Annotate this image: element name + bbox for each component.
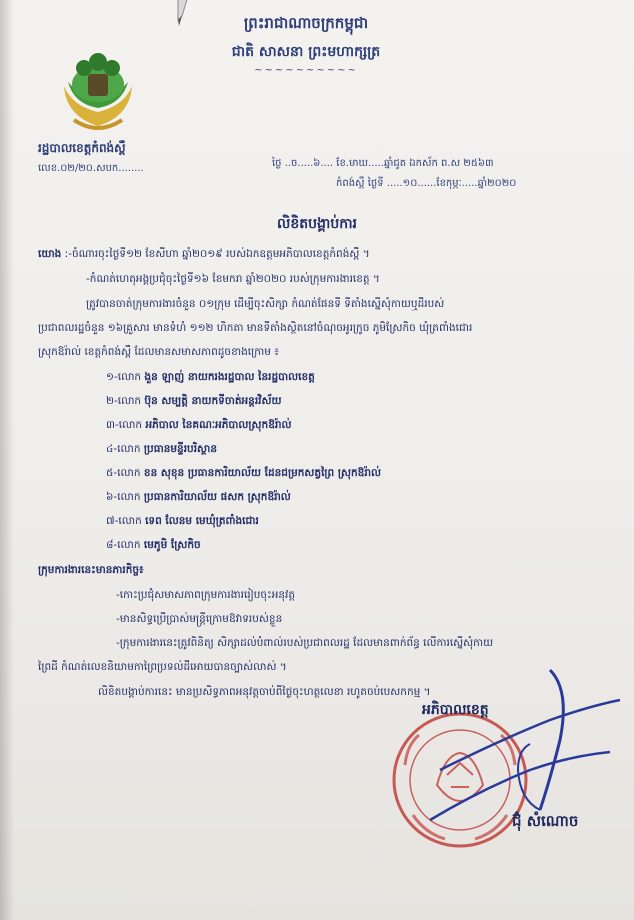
member-number: ៦-លោក bbox=[106, 491, 141, 503]
duties-heading: ក្រុមការងារនេះមានភារកិច្ច៖ bbox=[38, 564, 144, 576]
member-item bbox=[106, 419, 292, 434]
document-title: លិខិតបង្គាប់ការ bbox=[277, 216, 357, 232]
provincial-emblem-icon bbox=[54, 46, 142, 132]
duty-item: -កោះប្រជុំសមាសភាពក្រុមការងាររៀបចុះអនុវត្ត bbox=[116, 589, 296, 601]
motto-ornament: ~~~~~~~~~~ bbox=[254, 65, 358, 76]
solar-date: កំពង់ស្ពឺ ថ្ងៃទី .....១០......ខែកុម្ភៈ.....ឆ្នាំ២០២០ bbox=[336, 178, 517, 189]
member-item bbox=[106, 515, 259, 530]
member-item bbox=[106, 467, 381, 482]
signatory-title: អភិបាលខេត្ត bbox=[422, 702, 489, 718]
closing-statement: លិខិតបង្គាប់ការនេះ មានប្រសិទ្ធភាពអនុវត្តចាប់ពីថ្ងៃចុះហត្ថលេខា រហូតចប់បេសកកម្ម ។ bbox=[98, 686, 431, 698]
paragraph-line-2: ប្រជាពលរដ្ឋចំនួន ១៦គ្រួសារ មានទំហំ ១១២ ហិកតា មានទីតាំងស្ថិតនៅចំណុចអូរក្រូច ភូមិស្រែកិច ឃុំត្រពាំងជោរ bbox=[38, 322, 473, 334]
kingdom-header bbox=[206, 14, 406, 76]
member-number: ៥-លោក bbox=[106, 467, 141, 479]
document-number: លេខ.០២/២០.សបក........ bbox=[38, 163, 144, 174]
member-item bbox=[106, 491, 291, 506]
member-item bbox=[106, 395, 282, 410]
member-text: ងួន ឡាញ់ នាយករងរដ្ឋបាល នៃរដ្ឋបាលខេត្ត bbox=[144, 371, 315, 383]
member-item bbox=[106, 539, 201, 554]
member-text: ប្រធានមន្ទីរបរិស្ថាន bbox=[143, 443, 218, 455]
member-text: ខន សុខុន ប្រធានការិយាល័យ ដែនជម្រកសត្វព្រៃ ស្រុកឱរ៉ាល់ bbox=[143, 467, 381, 479]
member-number: ៧-លោក bbox=[106, 515, 142, 527]
member-item bbox=[106, 443, 217, 458]
member-item bbox=[106, 371, 315, 386]
duty-item: -ក្រុមការងារនេះត្រូវពិនិត្យ សិក្សាដល់បំពាល់របស់ប្រជាពលរដ្ឋ ដែលមានពាក់ព័ន្ធ លើការស្នើសុំកាយ bbox=[116, 637, 494, 649]
reference-label: យោង bbox=[38, 248, 62, 260]
member-number: ៤-លោក bbox=[106, 443, 141, 455]
member-number: ១-លោក bbox=[106, 371, 142, 383]
duty-item: -មានសិទ្ធប្រើប្រាស់មន្ត្រីក្រោមឱវាទរបស់ខ្លួន bbox=[116, 613, 283, 625]
duty-item-continuation: ព្រៃដី កំណត់លេខនិយាមកាព្រៃប្រទល់ដីអោយបានច្បាស់លាស់ ។ bbox=[38, 661, 287, 673]
page-shadow bbox=[0, 0, 14, 920]
member-text: ប៊ុន សម្បត្តិ នាយកទីចាត់អន្តរវិស័យ bbox=[144, 395, 282, 407]
member-text: ទេព លែនម មេឃុំត្រពាំងជោរ bbox=[145, 515, 259, 527]
reference-line-2: -កំណត់ហេតុអង្គប្រជុំចុះថ្ងៃទី១៦ ខែមករា ឆ្នាំ២០២០ របស់ក្រុមការងារខេត្ត ។ bbox=[86, 273, 380, 285]
member-number: ៨-លោក bbox=[106, 539, 141, 551]
member-number: ៣-លោក bbox=[106, 419, 143, 431]
paragraph-line-3: ស្រុកឱរ៉ាល់ ខេត្តកំពង់ស្ពឺ ដែលមានសមាសភាពដូចខាងក្រោម ៖ bbox=[38, 346, 279, 358]
national-motto: ជាតិ សាសនា ព្រះមហាក្សត្រ bbox=[231, 44, 381, 60]
kingdom-name: ព្រះរាជាណាចក្រកម្ពុជា bbox=[243, 14, 369, 32]
issuing-authority: រដ្ឋបាលខេត្តកំពង់ស្ពឺ bbox=[38, 141, 126, 155]
signatory-name: ជ៊ុំ សំណោច bbox=[512, 812, 579, 830]
reference-1-text: :-ចំណារចុះថ្ងៃទី១២ ខែសីហា ឆ្នាំ២០១៩ របស់ឯកឧត្តមអភិបាលខេត្តកំពង់ស្ពឺ ។ bbox=[64, 248, 370, 260]
member-number: ២-លោក bbox=[106, 395, 142, 407]
member-text: ប្រធានការិយាល័យ ផសក ស្រុកឱរ៉ាល់ bbox=[143, 491, 291, 503]
member-text: មេភូមិ ស្រែកិច bbox=[143, 539, 201, 551]
paragraph-line-1: ត្រូវបានចាត់ក្រុមការងារចំនួន ០១ក្រុម ដើម្បីចុះសិក្សា កំណត់ផែនទី ទីតាំងស្នើសុំកាយឬដីរបស់ bbox=[86, 298, 445, 310]
pen-icon bbox=[160, 0, 208, 38]
reference-line-1 bbox=[38, 248, 370, 263]
member-text: អភិបាល នៃគណៈអភិបាលស្រុកឱរ៉ាល់ bbox=[145, 419, 292, 431]
lunar-date: ថ្ងៃ ..ច.....៦.... ខែ.មាឃ.....ឆ្នាំជូត ឯកស័ក ព.ស ២៥៦៣ bbox=[272, 158, 494, 169]
